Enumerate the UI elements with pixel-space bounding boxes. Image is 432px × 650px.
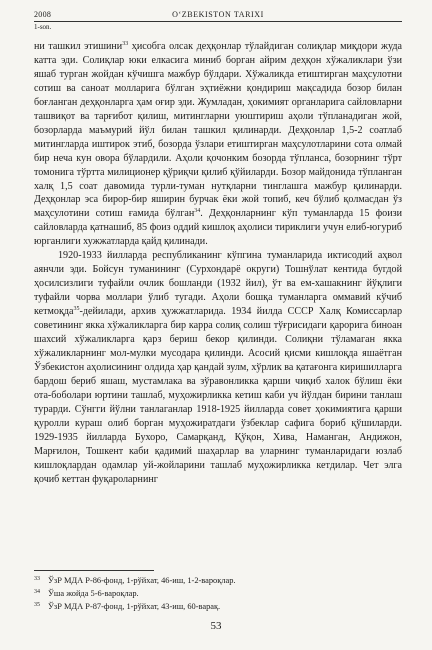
paragraph-2 (34, 249, 402, 486)
header-rule (34, 21, 402, 22)
paragraph-1-part-c: . Деҳқонларнинг кўп туманларда 15 фоизи сайловларда қатнашиб, 85 фоиз оддий кишлоқ аҳолиси тириклиги учун елиб-югуриб юрганлиги хужжатларда қайд қилинади. (34, 208, 403, 248)
footnote (34, 587, 402, 600)
paragraph-1 (34, 40, 402, 249)
paragraph-1-part-a: ни ташкил этишини (34, 41, 123, 52)
footnote-number: 34 (34, 589, 40, 595)
paragraph-2-part-a: 1920-1933 йилларда республиканинг кўпгина туманларида иктисодий аҳвол аянчли эди. Бойсун туманининг (Сурхондарё округи) Тошнўлат кентида бугдой ҳосилсизлиги туфайли очлик бошланди (1932 йил), ўт ва ем-хашакнинг йўқлиги туфайли чорва моллари ўлиб тугади. Аҳоли бошқа туманларга оммавий кўчиб кетмоқда (34, 250, 402, 318)
header-year: 2008 (34, 10, 52, 19)
running-header (34, 10, 402, 36)
paragraph-1-part-b: ҳисобга олсак деҳқонлар тўлайдиган солиқлар миқдори жуда катта эди. Солиқлар юки елкасига миниб борган айрим деҳқон хўжаликлари ўзи яшаб турган жойдан кўчишга мажбур бўлдари. Хўжаликда етиштирган маҳсулотни сотиш ва саноат молларига бўлган эҳтиёжни қондириш мақсадида бозор билан боғланган деҳқонларга ҳам оғир эди. Жумладан, ҳокимият органларига сайловларни ташвиқот ва тарғибот қилиш, митингларни уюштириш аҳоли тўпланадиган жой, бозорларда маъмурий йўл билан ташкил қилинарди. Деҳқонлар 1,5-2 соатлаб митингларда иштирок этиб, бозорда ўзлари етиштирган маҳсулотларини сота олмай бир неча кун овора бўлардили. Аҳоли қочонким бозорда тўпланса, бозорнинг тўрт томонига тўртта милиционер қўриқчи қилиб қўйиларди. Бозор майдонида тўпланган халқ 1,5 соат давомида турли-туман нутқларни тинглашга мажбур қилинарди. Деҳқонлар эса бирор-бир яширин бурчак ёки жой топиб, кеч бўлиб қолмасдан ўз маҳсулотини сотиш ғамида бўлган (34, 41, 402, 220)
footnote-separator (34, 570, 154, 571)
footnote (34, 574, 402, 587)
header-issue: 1-son. (34, 23, 52, 31)
footnote-ref-34[interactable]: 34 (194, 208, 201, 215)
footnote-ref-33[interactable]: 33 (122, 41, 129, 47)
header-journal-title: O‘ZBEKISTON TARIXI (172, 10, 264, 19)
footnote-number: 35 (34, 602, 40, 608)
footnote-text: Ўша жойда 5-6-вароқлар. (48, 589, 139, 598)
footnote (34, 600, 402, 613)
footnote-ref-35[interactable]: 35 (73, 306, 80, 313)
footnotes (34, 574, 402, 613)
footnote-text: ЎзР МДА Р-87-фонд, 1-рўйхат, 43-иш, 60-варақ. (48, 602, 221, 611)
page-number: 53 (210, 620, 222, 632)
article-body (34, 40, 402, 487)
paragraph-2-part-b: -дейилади, архив ҳужжатларида. 1934 йилда СССР Халқ Комиссарлар советининг якка хўжаликларга бир карра солиқ солиш тўғрисидаги қарорига биноан шахсий хўжаликларга қарз бериш бекор қилинди. Солиқни тўламаган якка хўжаликларнинг мол-мулки мусодара қилинди. Асосий қисми кишлоқда яшаётган Ўзбекистон аҳолисининг олдида ҳар қандай зулм, хўрлик ва қатағонга киришилларга бардош бериб яшаш, мустамлака ва зўравонликка қарши чиқиб халок бўлиш ёки ота-боболари юртини ташлаб, муҳожирликка кетиш каби уч йўлдан бирини танлаш турарди. Сўнгги йўлни танлаганлар 1918-1925 йилларда совет ҳокимиятига қарши қуролли кураш олиб борган муҳожиратдаги ўзбеклар сафига бориб қўшиларди. 1929-1935 йилларда Бухоро, Самарқанд, Қўқон, Хива, Наманган, Андижон, Марғилон, Тошкент каби қадимий шаҳарлар ва уларнинг туманларидаги юзлаб кишлоқлардан одамлар уй-жойларини ташлаб муҳожирликка кетдилар. Чет элга қочиб кеттан фуқароларнинг (34, 306, 402, 485)
footnote-number: 33 (34, 576, 40, 582)
footnote-text: ЎзР МДА Р-86-фонд, 1-рўйхат, 46-иш, 1-2-вароқлар. (48, 576, 236, 585)
